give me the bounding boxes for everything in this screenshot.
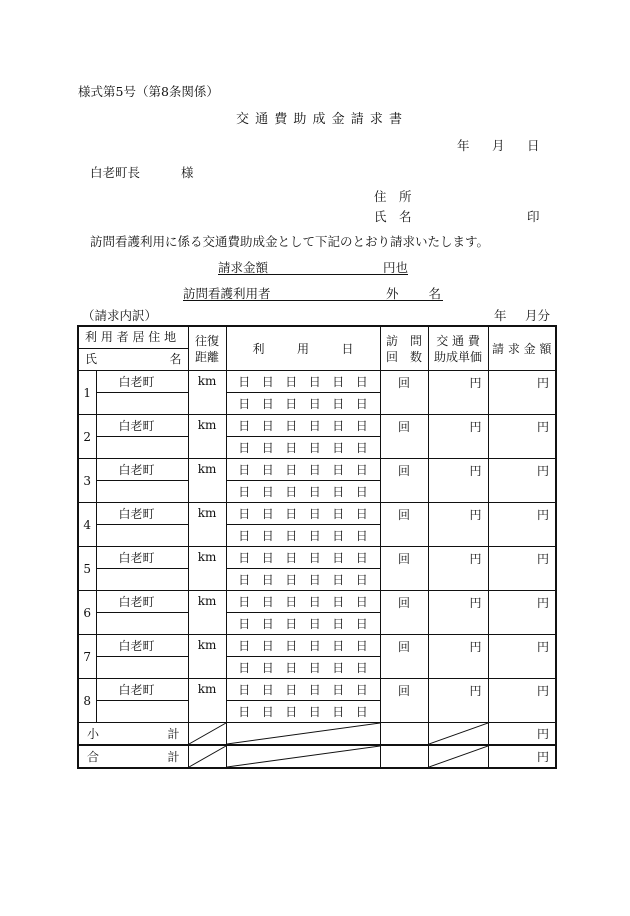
- day-mark: 日: [332, 617, 345, 631]
- row-name: [96, 613, 188, 635]
- day-mark: 日: [308, 683, 321, 697]
- row-number: 4: [78, 503, 96, 547]
- seal-mark: 印: [527, 209, 540, 224]
- row-dates-line-2: [226, 525, 380, 547]
- table-row: [78, 547, 556, 569]
- addressee-honorific: 様: [181, 165, 194, 180]
- day-mark: 日: [285, 573, 298, 587]
- row-km: km: [188, 635, 226, 679]
- subtotal-dates-diag: [226, 723, 380, 746]
- subtotal-amount: 円: [488, 723, 556, 746]
- row-town: 白老町: [96, 415, 188, 437]
- row-town: 白老町: [96, 635, 188, 657]
- date-month: 月: [492, 138, 505, 153]
- amount-line: [218, 258, 408, 275]
- header-use-3: 日: [341, 342, 354, 356]
- breakdown-month: 月分: [525, 308, 551, 323]
- day-mark: 日: [285, 441, 298, 455]
- day-mark: 日: [332, 705, 345, 719]
- day-mark: 日: [355, 661, 368, 675]
- day-mark: 日: [355, 573, 368, 587]
- subtotal-left: 小: [87, 727, 100, 741]
- row-claim: 円: [488, 591, 556, 635]
- table-row: [78, 591, 556, 613]
- day-mark: 日: [285, 551, 298, 565]
- day-mark: 日: [355, 639, 368, 653]
- day-mark: 日: [332, 683, 345, 697]
- row-number: 6: [78, 591, 96, 635]
- day-mark: 日: [355, 375, 368, 389]
- header-visits-2: 回 数: [386, 349, 423, 364]
- day-mark: 日: [308, 529, 321, 543]
- row-dates-line-1: [226, 459, 380, 481]
- row-dates-line-2: [226, 657, 380, 679]
- row-visits: 回: [380, 679, 428, 723]
- row-town: 白老町: [96, 459, 188, 481]
- day-mark: 日: [355, 705, 368, 719]
- row-visits: 回: [380, 635, 428, 679]
- row-dates-line-2: [226, 613, 380, 635]
- day-mark: 日: [261, 705, 274, 719]
- row-km: km: [188, 371, 226, 415]
- subtotal-fare-diag: [428, 723, 488, 746]
- day-mark: 日: [238, 661, 251, 675]
- day-mark: 日: [261, 551, 274, 565]
- day-mark: 日: [308, 397, 321, 411]
- day-mark: 日: [308, 661, 321, 675]
- header-fare-1: 交 通 費: [436, 333, 480, 348]
- total-left: 合: [87, 750, 100, 764]
- day-mark: 日: [308, 551, 321, 565]
- day-mark: 日: [308, 617, 321, 631]
- header-fare-2: 助成単価: [434, 349, 483, 364]
- header-distance: [188, 326, 226, 371]
- row-town: 白老町: [96, 503, 188, 525]
- header-use-2: 用: [297, 342, 310, 356]
- header-visits: [380, 326, 428, 371]
- row-fare: 円: [428, 547, 488, 591]
- day-mark: 日: [238, 683, 251, 697]
- day-mark: 日: [261, 529, 274, 543]
- total-distance-diag: [188, 745, 226, 768]
- row-claim: 円: [488, 679, 556, 723]
- row-dates-line-1: [226, 371, 380, 393]
- day-mark: 日: [285, 485, 298, 499]
- day-mark: 日: [261, 463, 274, 477]
- day-mark: 日: [285, 661, 298, 675]
- day-mark: 日: [355, 463, 368, 477]
- day-mark: 日: [355, 683, 368, 697]
- row-dates-line-1: [226, 679, 380, 701]
- subtotal-right: 計: [167, 727, 180, 741]
- day-mark: 日: [308, 463, 321, 477]
- row-dates-line-2: [226, 437, 380, 459]
- row-dates-line-2: [226, 569, 380, 591]
- day-mark: 日: [355, 551, 368, 565]
- row-dates-line-1: [226, 503, 380, 525]
- row-claim: 円: [488, 415, 556, 459]
- day-mark: 日: [355, 507, 368, 521]
- row-number: 5: [78, 547, 96, 591]
- total-fare-diag: [428, 745, 488, 768]
- day-mark: 日: [308, 639, 321, 653]
- subtotal-visits: [380, 723, 428, 746]
- day-mark: 日: [285, 463, 298, 477]
- day-mark: 日: [238, 573, 251, 587]
- day-mark: 日: [261, 397, 274, 411]
- date-year: 年: [457, 138, 470, 153]
- row-town: 白老町: [96, 679, 188, 701]
- row-dates-line-1: [226, 591, 380, 613]
- row-town: 白老町: [96, 371, 188, 393]
- row-name: [96, 657, 188, 679]
- day-mark: 日: [261, 375, 274, 389]
- day-mark: 日: [238, 463, 251, 477]
- day-mark: 日: [355, 397, 368, 411]
- row-km: km: [188, 415, 226, 459]
- row-dates-line-2: [226, 481, 380, 503]
- day-mark: 日: [285, 595, 298, 609]
- row-visits: 回: [380, 459, 428, 503]
- table-row: [78, 503, 556, 525]
- day-mark: 日: [355, 441, 368, 455]
- header-residence-label: 利 用 者 居 住 地: [79, 327, 188, 349]
- row-claim: 円: [488, 635, 556, 679]
- header-name-left: 氏: [85, 352, 98, 366]
- day-mark: 日: [261, 441, 274, 455]
- subtotal-distance-diag: [188, 723, 226, 746]
- day-mark: 日: [332, 595, 345, 609]
- day-mark: 日: [285, 529, 298, 543]
- total-amount: 円: [488, 745, 556, 768]
- row-km: km: [188, 503, 226, 547]
- day-mark: 日: [238, 441, 251, 455]
- total-right: 計: [167, 750, 180, 764]
- row-km: km: [188, 591, 226, 635]
- row-dates-line-2: [226, 393, 380, 415]
- addressee-name: 白老町長: [90, 165, 141, 180]
- day-mark: 日: [285, 683, 298, 697]
- day-mark: 日: [308, 375, 321, 389]
- row-name: [96, 701, 188, 723]
- users-other: 外: [386, 286, 399, 301]
- address-label: 住 所: [374, 189, 412, 204]
- day-mark: 日: [238, 419, 251, 433]
- table-row: [78, 635, 556, 657]
- row-town: 白老町: [96, 547, 188, 569]
- day-mark: 日: [285, 375, 298, 389]
- page-title: 交 通 費 助 成 金 請 求 書: [236, 112, 404, 127]
- day-mark: 日: [308, 595, 321, 609]
- date-day: 日: [527, 138, 540, 153]
- header-use-dates: [226, 326, 380, 371]
- header-round-trip: 往復: [195, 333, 220, 348]
- day-mark: 日: [238, 617, 251, 631]
- breakdown-year: 年: [494, 308, 507, 323]
- row-claim: 円: [488, 459, 556, 503]
- day-mark: 日: [261, 507, 274, 521]
- day-mark: 日: [238, 375, 251, 389]
- day-mark: 日: [285, 639, 298, 653]
- row-visits: 回: [380, 371, 428, 415]
- day-mark: 日: [308, 485, 321, 499]
- day-mark: 日: [261, 573, 274, 587]
- form-number: 様式第5号（第8条関係）: [78, 84, 219, 99]
- row-number: 3: [78, 459, 96, 503]
- day-mark: 日: [332, 463, 345, 477]
- day-mark: 日: [308, 573, 321, 587]
- day-mark: 日: [332, 573, 345, 587]
- header-name-right: 名: [169, 352, 182, 366]
- row-dates-line-1: [226, 415, 380, 437]
- day-mark: 日: [238, 639, 251, 653]
- day-mark: 日: [238, 397, 251, 411]
- table-row: [78, 679, 556, 701]
- day-mark: 日: [332, 661, 345, 675]
- day-mark: 日: [261, 595, 274, 609]
- day-mark: 日: [355, 485, 368, 499]
- day-mark: 日: [261, 617, 274, 631]
- header-name: [79, 349, 188, 370]
- row-visits: 回: [380, 415, 428, 459]
- row-visits: 回: [380, 591, 428, 635]
- users-label: 訪問看護利用者: [183, 286, 271, 301]
- row-number: 1: [78, 371, 96, 415]
- day-mark: 日: [332, 441, 345, 455]
- header-residence: [78, 326, 188, 371]
- row-visits: 回: [380, 503, 428, 547]
- row-km: km: [188, 679, 226, 723]
- header-claim: 請 求 金 額: [488, 326, 556, 371]
- row-claim: 円: [488, 547, 556, 591]
- row-km: km: [188, 547, 226, 591]
- day-mark: 日: [332, 639, 345, 653]
- header-use-1: 利: [252, 342, 265, 356]
- row-fare: 円: [428, 415, 488, 459]
- day-mark: 日: [238, 595, 251, 609]
- row-fare: 円: [428, 459, 488, 503]
- day-mark: 日: [332, 507, 345, 521]
- row-dates-line-2: [226, 701, 380, 723]
- row-fare: 円: [428, 679, 488, 723]
- day-mark: 日: [332, 397, 345, 411]
- day-mark: 日: [285, 705, 298, 719]
- day-mark: 日: [261, 485, 274, 499]
- row-fare: 円: [428, 371, 488, 415]
- day-mark: 日: [308, 441, 321, 455]
- users-count-unit: 名: [428, 286, 441, 301]
- breakdown-table: [77, 325, 557, 769]
- day-mark: 日: [332, 529, 345, 543]
- day-mark: 日: [285, 419, 298, 433]
- total-visits: [380, 745, 428, 768]
- row-claim: 円: [488, 371, 556, 415]
- day-mark: 日: [308, 705, 321, 719]
- day-mark: 日: [261, 683, 274, 697]
- day-mark: 日: [308, 507, 321, 521]
- row-name: [96, 525, 188, 547]
- row-number: 7: [78, 635, 96, 679]
- row-name: [96, 481, 188, 503]
- day-mark: 日: [332, 551, 345, 565]
- row-fare: 円: [428, 503, 488, 547]
- table-row: [78, 415, 556, 437]
- day-mark: 日: [332, 485, 345, 499]
- day-mark: 日: [238, 529, 251, 543]
- breakdown-label: （請求内訳）: [82, 308, 158, 323]
- day-mark: 日: [238, 485, 251, 499]
- day-mark: 日: [238, 705, 251, 719]
- table-row: [78, 459, 556, 481]
- table-row: [78, 371, 556, 393]
- day-mark: 日: [285, 397, 298, 411]
- day-mark: 日: [355, 419, 368, 433]
- name-label: 氏 名: [374, 209, 412, 224]
- row-claim: 円: [488, 503, 556, 547]
- row-dates-line-1: [226, 547, 380, 569]
- row-name: [96, 569, 188, 591]
- header-fare: [428, 326, 488, 371]
- day-mark: 日: [355, 617, 368, 631]
- row-town: 白老町: [96, 591, 188, 613]
- row-name: [96, 437, 188, 459]
- row-visits: 回: [380, 547, 428, 591]
- total-dates-diag: [226, 745, 380, 768]
- day-mark: 日: [261, 661, 274, 675]
- day-mark: 日: [238, 551, 251, 565]
- day-mark: 日: [285, 507, 298, 521]
- day-mark: 日: [332, 375, 345, 389]
- header-distance-label: 距離: [195, 349, 220, 364]
- day-mark: 日: [261, 419, 274, 433]
- header-visits-1: 訪 問: [386, 333, 423, 348]
- day-mark: 日: [332, 419, 345, 433]
- users-line: [183, 284, 443, 301]
- day-mark: 日: [355, 529, 368, 543]
- day-mark: 日: [308, 419, 321, 433]
- row-km: km: [188, 459, 226, 503]
- row-name: [96, 393, 188, 415]
- day-mark: 日: [355, 595, 368, 609]
- row-fare: 円: [428, 591, 488, 635]
- day-mark: 日: [261, 639, 274, 653]
- day-mark: 日: [238, 507, 251, 521]
- day-mark: 日: [285, 617, 298, 631]
- amount-unit: 円也: [382, 260, 408, 275]
- row-number: 8: [78, 679, 96, 723]
- row-dates-line-1: [226, 635, 380, 657]
- subtotal-label: [78, 723, 188, 746]
- request-statement: 訪問看護利用に係る交通費助成金として下記のとおり請求いたします。: [90, 234, 490, 249]
- amount-label: 請求金額: [218, 260, 269, 275]
- row-number: 2: [78, 415, 96, 459]
- total-label: [78, 745, 188, 768]
- row-fare: 円: [428, 635, 488, 679]
